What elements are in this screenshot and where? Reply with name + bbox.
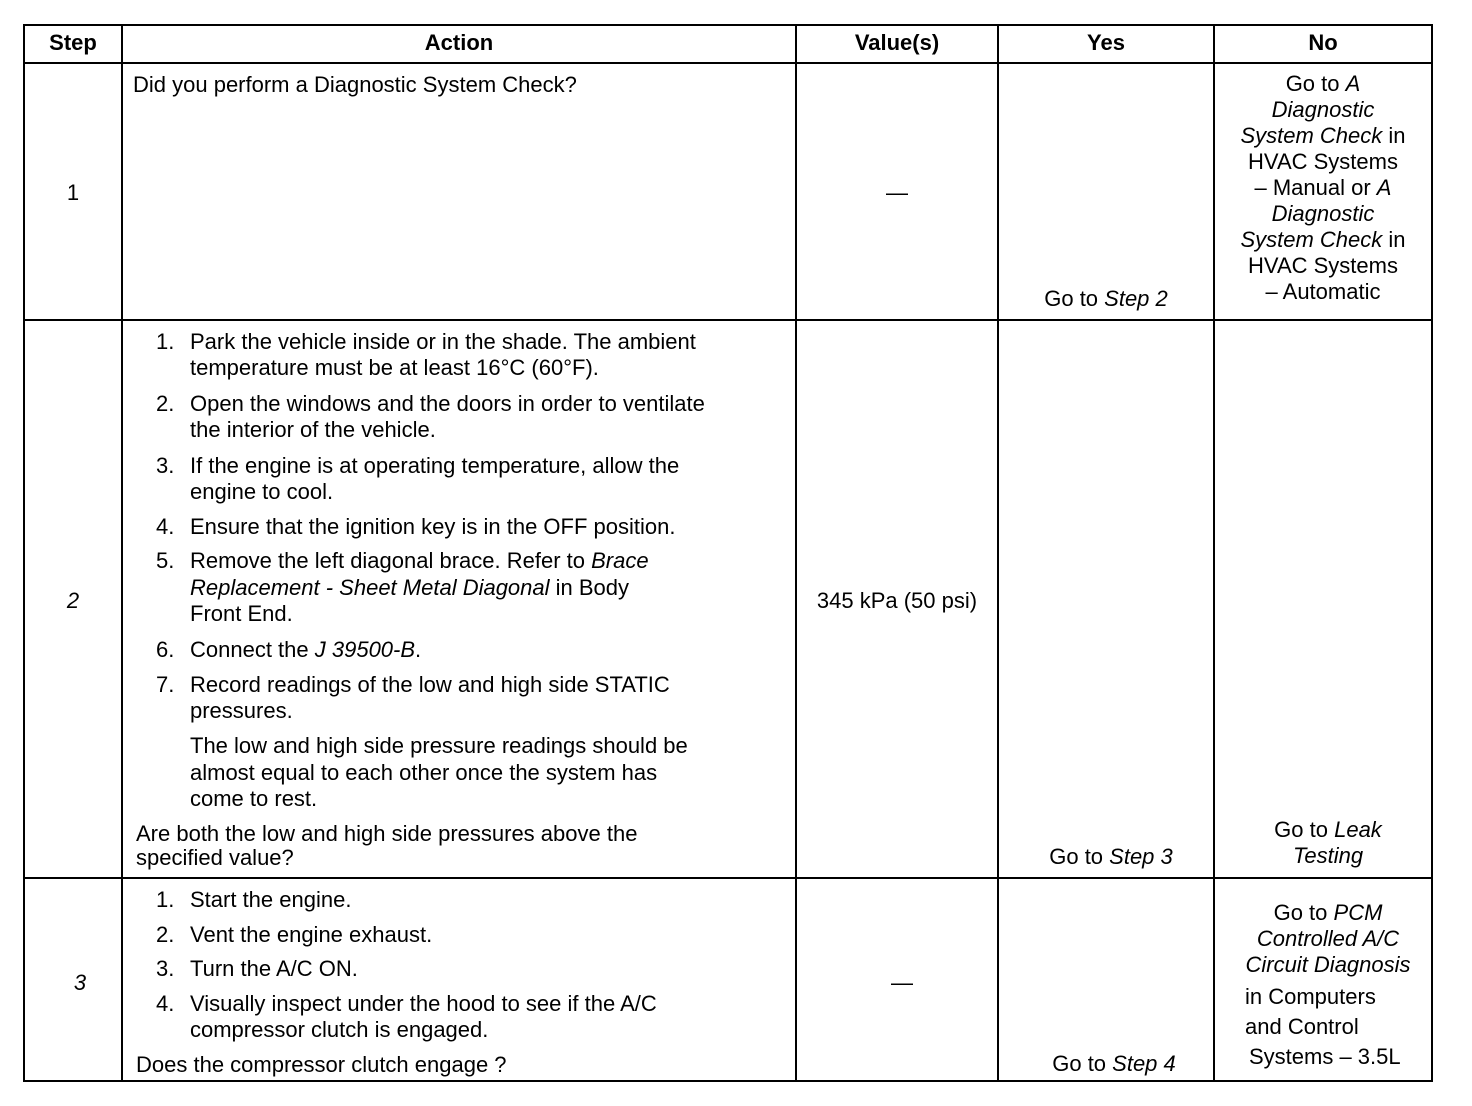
- item-text: Record readings of the low and high side STATIC: [190, 672, 670, 697]
- item-number: 4.: [156, 991, 175, 1016]
- header-yes: Yes: [1087, 30, 1125, 55]
- item-text: Replacement - Sheet Metal Diagonal in Body: [190, 575, 630, 600]
- item-text: Visually inspect under the hood to see if the A/C: [190, 991, 657, 1016]
- table-border-bottom: [23, 1080, 1433, 1082]
- no-line: Systems – 3.5L: [1249, 1044, 1401, 1069]
- no-line: – Manual or A: [1254, 175, 1392, 200]
- no-link-text[interactable]: Diagnostic: [1271, 97, 1375, 122]
- column-divider-3: [997, 24, 999, 1082]
- yes-cell: [999, 1051, 1229, 1077]
- header-no: No: [1308, 30, 1338, 55]
- item-text: Turn the A/C ON.: [190, 956, 358, 981]
- reference-link[interactable]: Brace: [591, 548, 649, 573]
- no-link-text[interactable]: System Check: [1240, 227, 1383, 252]
- no-link-text[interactable]: Leak: [1334, 817, 1382, 842]
- item-text: engine to cool.: [190, 479, 334, 504]
- item-text: the interior of the vehicle.: [190, 417, 436, 442]
- item-text: temperature must be at least 16°C (60°F).: [190, 355, 599, 380]
- no-link-text[interactable]: Controlled A/C: [1256, 926, 1400, 951]
- tool-reference[interactable]: J 39500-B: [314, 637, 416, 662]
- note-text: The low and high side pressure readings should be: [190, 733, 688, 758]
- no-line: [1215, 97, 1431, 123]
- value-cell: 345 kPa (50 psi): [816, 588, 978, 613]
- item-text: Front End.: [190, 601, 293, 626]
- item-number: 1.: [156, 329, 175, 354]
- row-divider-1: [23, 319, 1433, 321]
- yes-prefix: Go to: [1049, 844, 1110, 869]
- no-line: Go to Leak: [1274, 817, 1382, 842]
- item-text: Open the windows and the doors in order to ventilate: [190, 391, 705, 416]
- yes-prefix: Go to: [1044, 286, 1105, 311]
- header-step: Step: [49, 30, 97, 55]
- item-number: 1.: [156, 887, 175, 912]
- item-number: 7.: [156, 672, 175, 697]
- value-cell: —: [886, 180, 908, 205]
- table-border-top: [23, 24, 1433, 26]
- step-number: 3: [73, 970, 87, 995]
- item-text: pressures.: [190, 698, 293, 723]
- yes-step-link[interactable]: Step 3: [1109, 844, 1173, 869]
- item-number: 3.: [156, 453, 175, 478]
- action-question: Did you perform a Diagnostic System Check?: [133, 72, 577, 97]
- item-number: 5.: [156, 548, 175, 573]
- question-text: Are both the low and high side pressures above the: [136, 821, 638, 846]
- no-link-text[interactable]: PCM: [1333, 900, 1383, 925]
- item-text: Park the vehicle inside or in the shade. The ambient: [190, 329, 696, 354]
- item-text: Start the engine.: [190, 887, 352, 912]
- no-line: and Control: [1245, 1014, 1359, 1039]
- no-line: [1215, 952, 1441, 978]
- no-line: System Check in: [1240, 123, 1406, 148]
- step-number: 1: [66, 180, 80, 205]
- no-line: [1215, 926, 1441, 952]
- item-text: Remove the left diagonal brace. Refer to Brace: [190, 548, 649, 573]
- step-number: 2: [66, 588, 80, 613]
- item-text: Connect the J 39500-B.: [190, 637, 422, 662]
- yes-step-link[interactable]: Step 2: [1104, 286, 1168, 311]
- item-number: 6.: [156, 637, 175, 662]
- reference-link[interactable]: Replacement - Sheet Metal Diagonal: [190, 575, 550, 600]
- question-text: specified value?: [136, 845, 294, 870]
- no-line: HVAC Systems: [1248, 149, 1398, 174]
- yes-cell: [999, 286, 1213, 312]
- no-line: [1215, 843, 1441, 869]
- item-text: compressor clutch is engaged.: [190, 1017, 489, 1042]
- item-text: Vent the engine exhaust.: [190, 922, 433, 947]
- yes-step-link[interactable]: Step 4: [1112, 1051, 1176, 1076]
- row-divider-2: [23, 877, 1433, 879]
- note-text: come to rest.: [190, 786, 318, 811]
- yes-prefix: Go to: [1052, 1051, 1113, 1076]
- no-line: System Check in: [1240, 227, 1406, 252]
- no-cell-continuation: [1245, 982, 1401, 1072]
- header-divider: [23, 62, 1433, 64]
- value-cell: —: [891, 970, 913, 995]
- no-cell: [1215, 71, 1431, 305]
- item-number: 2.: [156, 922, 175, 947]
- no-cell: [1215, 900, 1441, 978]
- header-values: Value(s): [854, 30, 940, 55]
- no-link-text[interactable]: A: [1345, 71, 1361, 96]
- item-number: 4.: [156, 514, 175, 539]
- header-action: Action: [424, 30, 494, 55]
- no-link-text[interactable]: Circuit Diagnosis: [1245, 952, 1411, 977]
- item-number: 2.: [156, 391, 175, 416]
- no-line: in Computers: [1245, 984, 1376, 1009]
- note-text: almost equal to each other once the system has: [190, 760, 658, 785]
- no-link-text[interactable]: Testing: [1292, 843, 1364, 868]
- item-text: Ensure that the ignition key is in the OFF position.: [190, 514, 676, 539]
- no-line: Go to PCM: [1273, 900, 1383, 925]
- item-text: If the engine is at operating temperature, allow the: [190, 453, 680, 478]
- no-cell: [1215, 817, 1441, 869]
- no-line: Go to A: [1285, 71, 1361, 96]
- no-line: HVAC Systems: [1248, 253, 1398, 278]
- no-line: [1215, 201, 1431, 227]
- no-line: – Automatic: [1265, 279, 1381, 304]
- no-link-text[interactable]: Diagnostic: [1271, 201, 1375, 226]
- item-number: 3.: [156, 956, 175, 981]
- action-question: Does the compressor clutch engage ?: [136, 1052, 507, 1077]
- no-link-text[interactable]: System Check: [1240, 123, 1383, 148]
- column-divider-1: [121, 24, 123, 1082]
- no-link-text[interactable]: A: [1376, 175, 1392, 200]
- yes-cell: [999, 844, 1223, 870]
